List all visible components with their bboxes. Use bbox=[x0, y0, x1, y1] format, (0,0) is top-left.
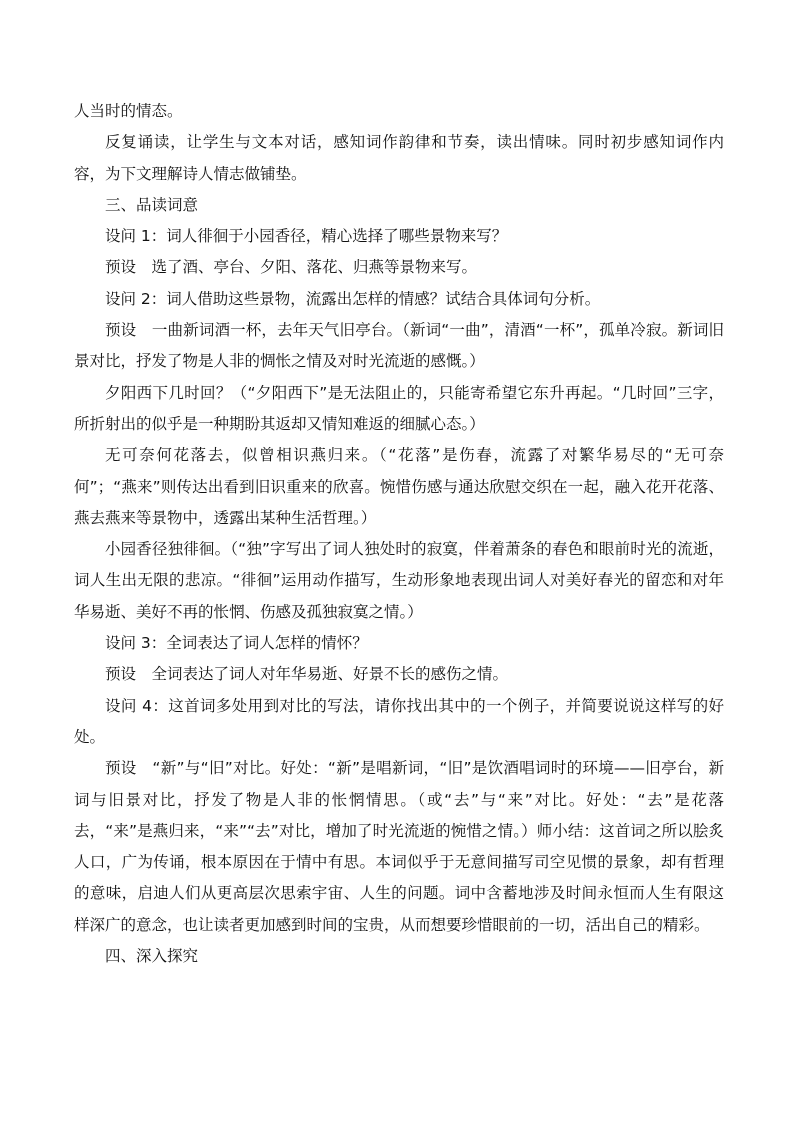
question-4: 设问 4：这首词多处用到对比的写法，请你找出其中的一个例子，并简要说说这样写的好处。 bbox=[74, 696, 724, 746]
section-heading-4: 四、深入探究 bbox=[105, 947, 199, 966]
answer-4: 预设 “新”与“旧”对比。好处：“新”是唱新词，“旧”是饮酒唱词时的环境——旧亭台，新词与旧景对比，抒发了物是人非的怅惘情思。（或“去”与“来”对比。好处：“去”是花落去，“来”是燕归来，“来”“去”对比，增加了时光流逝的惋惜之情。）师小结：这首词之所以脍炙人口，广为传诵，根本原因在于情中有思。本词似乎于无意间描写司空见惯的景象，却有哲理的意味，启迪人们从更高层次思索宇宙、人生的问题。词中含蓄地涉及时间永恒而人生有限这样深广的意念，也让读者更加感到时间的宝贵，从而想要珍惜眼前的一切，活出自己的精彩。 bbox=[74, 759, 724, 934]
paragraph-continuation: 人当时的情态。 bbox=[74, 102, 183, 120]
answer-1: 预设 选了酒、亭台、夕阳、落花、归燕等景物来写。 bbox=[105, 258, 478, 277]
document-body bbox=[74, 96, 724, 972]
question-1: 设问 1：词人徘徊于小园香径，精心选择了哪些景物来写？ bbox=[105, 227, 508, 246]
answer-2a: 预设 一曲新词酒一杯，去年天气旧亭台。（新词“一曲”，清酒“一杯”，孤单冷寂。新词旧景对比，抒发了物是人非的惆怅之情及对时光流逝的感慨。） bbox=[74, 321, 724, 371]
answer-2d: 小园香径独徘徊。（“独”字写出了词人独处时的寂寞，伴着萧条的春色和眼前时光的流逝，词人生出无限的悲凉。“徘徊”运用动作描写，生动形象地表现出词人对美好春光的留恋和对年华易逝、美好不再的怅惘、伤感及孤独寂寞之情。） bbox=[74, 540, 724, 621]
answer-2b: 夕阳西下几时回？（“夕阳西下”是无法阻止的，只能寄希望它东升再起。“几时回”三字，所折射出的似乎是一种期盼其返却又情知难返的细腻心态。） bbox=[74, 383, 724, 433]
question-3: 设问 3：全词表达了词人怎样的情怀？ bbox=[105, 634, 368, 653]
answer-2c: 无可奈何花落去，似曾相识燕归来。（“花落”是伤春，流露了对繁华易尽的“无可奈何”；“燕来”则传达出看到旧识重来的欣喜。惋惜伤感与通达欣慰交织在一起，融入花开花落、燕去燕来等景物中，透露出某种生活哲理。） bbox=[74, 446, 724, 527]
section-heading-3: 三、品读词意 bbox=[105, 195, 199, 214]
question-2: 设问 2：词人借助这些景物，流露出怎样的情感？试结合具体词句分析。 bbox=[105, 289, 601, 308]
answer-3: 预设 全词表达了词人对年华易逝、好景不长的感伤之情。 bbox=[105, 665, 509, 684]
paragraph-recitation-note: 反复诵读，让学生与文本对话，感知词作韵律和节奏，读出情味。同时初步感知词作内容，为下文理解诗人情志做铺垫。 bbox=[74, 133, 724, 183]
